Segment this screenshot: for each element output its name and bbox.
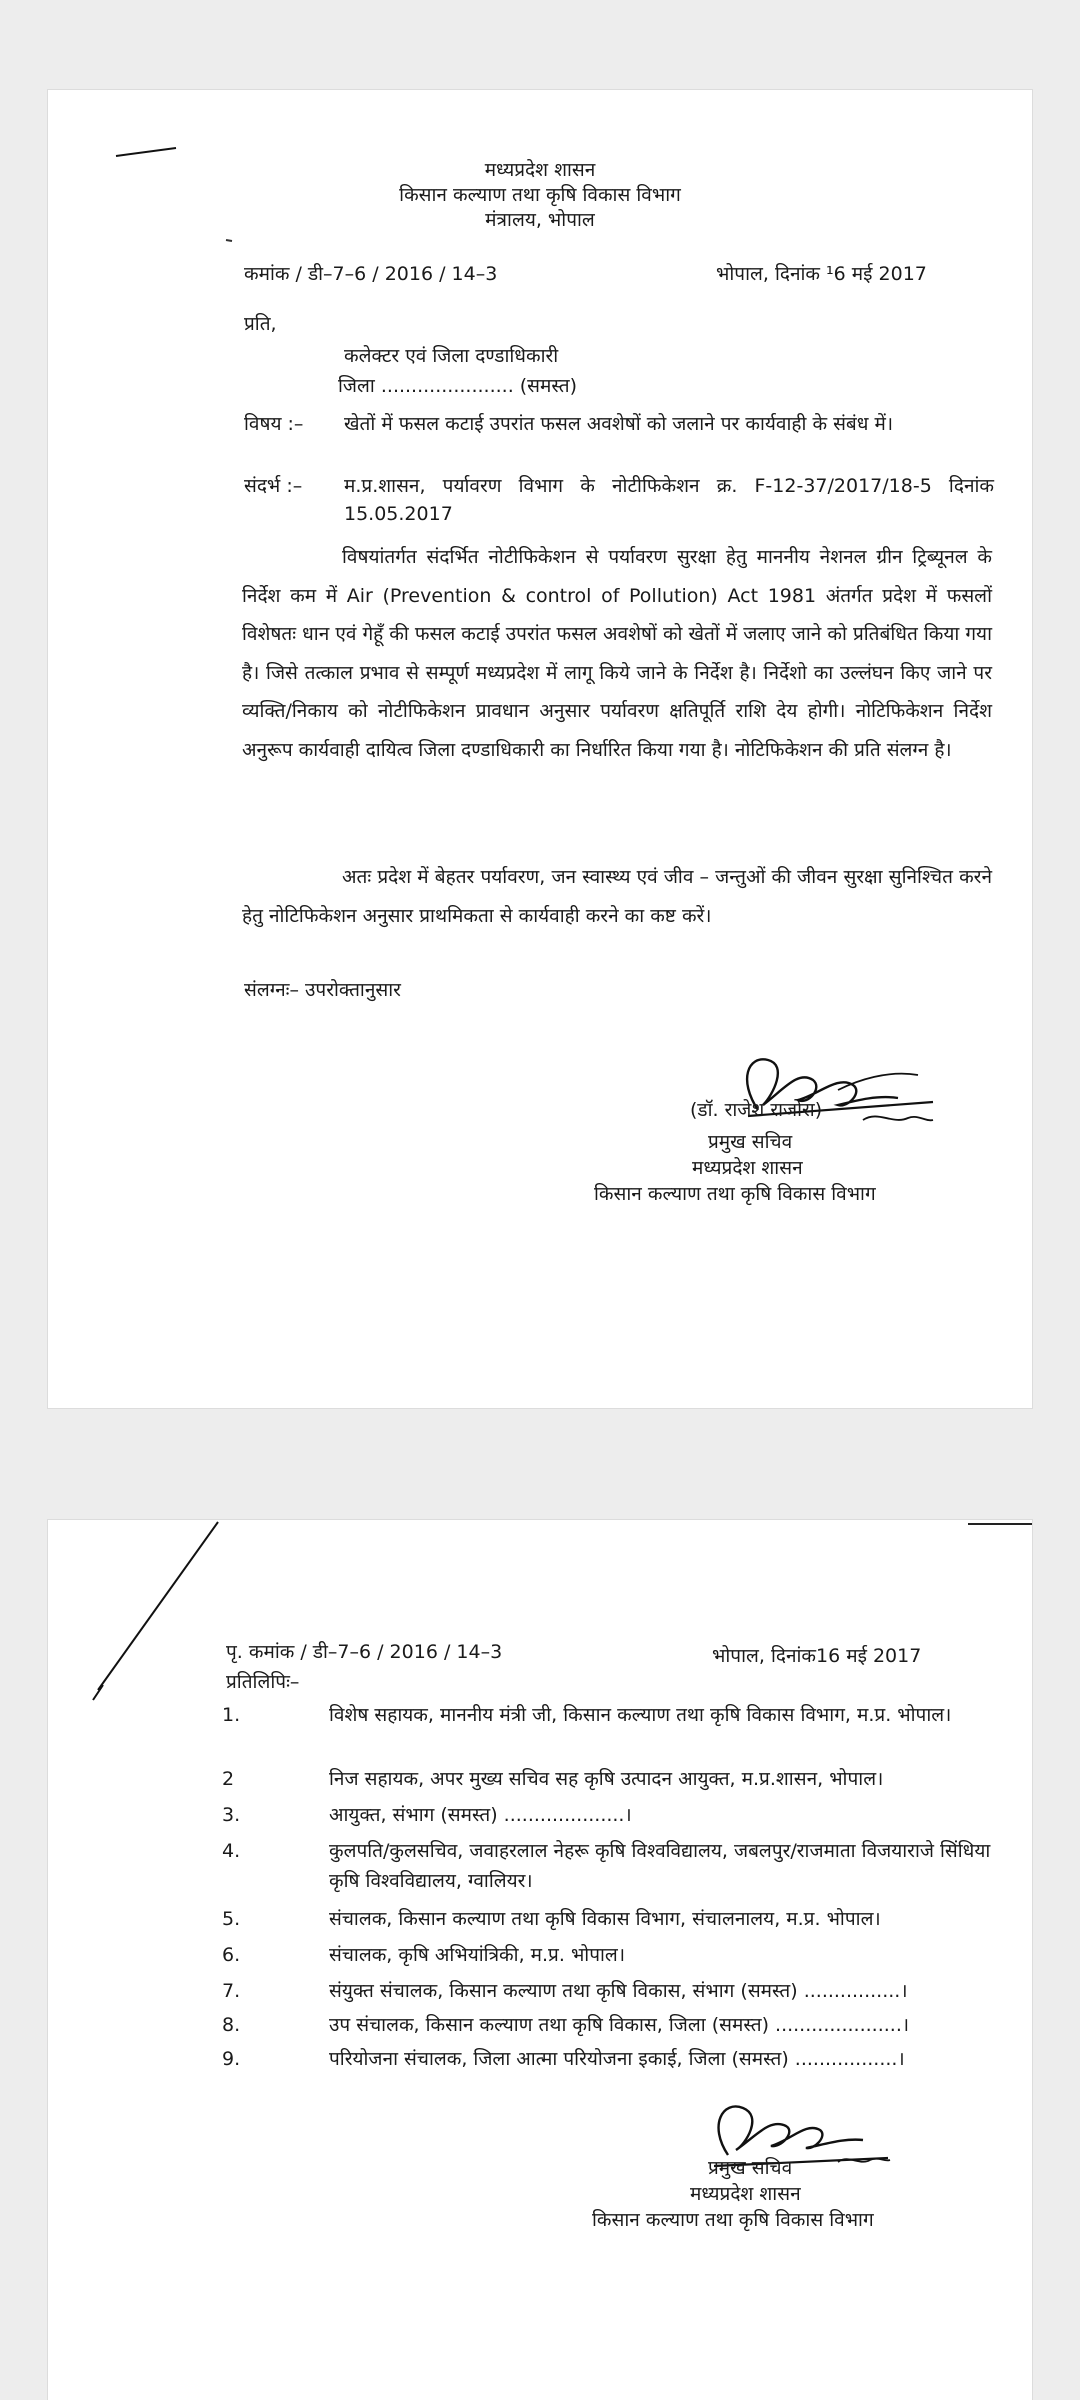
- cc-item-text: उप संचालक, किसान कल्याण तथा कृषि विकास, जिला (समस्त) .....................।: [329, 2014, 910, 2036]
- signer-title: प्रमुख सचिव: [708, 1131, 793, 1153]
- cc-item-number: 7.: [222, 1980, 241, 2002]
- subject-text: खेतों में फसल कटाई उपरांत फसल अवशेषों को जलाने पर कार्यवाही के संबंध में।: [344, 413, 894, 435]
- cc-item-text: परियोजना संचालक, जिला आत्मा परियोजना इकाई, जिला (समस्त) .................।: [329, 2048, 905, 2070]
- signer-org-1: मध्यप्रदेश शासन: [692, 1157, 803, 1179]
- signer-name: (डॉ. राजेश राजोरा): [690, 1099, 823, 1121]
- cc-item-number: 2: [222, 1768, 235, 1790]
- handwritten-signature: [688, 1050, 948, 1140]
- cc-item-text: विशेष सहायक, माननीय मंत्री जी, किसान कल्याण तथा कृषि विकास विभाग, म.प्र. भोपाल।: [329, 1704, 952, 1726]
- cc-item-number: 5.: [222, 1908, 241, 1930]
- cc-item-text: कुलपति/कुलसचिव, जवाहरलाल नेहरू कृषि विश्वविद्यालय, जबलपुर/राजमाता विजयाराजे सिंधिया कृषि विश्वविद्यालय, ग्वालियर।: [329, 1840, 991, 1892]
- copy-place-date: भोपाल, दिनांक16 मई 2017: [712, 1645, 922, 1667]
- copy-signer-org-2: किसान कल्याण तथा कृषि विकास विभाग: [592, 2209, 874, 2231]
- cc-item-text: आयुक्त, संभाग (समस्त) ....................।: [329, 1804, 632, 1826]
- subject-label: विषय :–: [244, 413, 304, 435]
- signer-org-2: किसान कल्याण तथा कृषि विकास विभाग: [594, 1183, 876, 1205]
- cc-item-text: निज सहायक, अपर मुख्य सचिव सह कृषि उत्पादन आयुक्त, म.प्र.शासन, भोपाल।: [329, 1768, 884, 1790]
- addressee-line-2: जिला ...................... (समस्त): [338, 375, 578, 397]
- cc-item-number: 6.: [222, 1944, 241, 1966]
- place-date: भोपाल, दिनांक ¹6 मई 2017: [716, 263, 927, 285]
- cc-item-text: संचालक, कृषि अभियांत्रिकी, म.प्र. भोपाल।: [329, 1944, 626, 1966]
- reference-text: म.प्र.शासन, पर्यावरण विभाग के नोटीफिकेशन क्र. F-12-37/2017/18-5 दिनांक 15.05.2017: [344, 475, 994, 525]
- cc-item-number: 3.: [222, 1804, 241, 1826]
- cc-item-number: 8.: [222, 2014, 241, 2036]
- header-line-1: मध्यप्रदेश शासन: [484, 159, 596, 181]
- enclosure-note: संलग्नः– उपरोक्तानुसार: [244, 979, 401, 1001]
- reference-number: कमांक / डी–7–6 / 2016 / 14–3: [244, 263, 498, 285]
- cc-item-text: संयुक्त संचालक, किसान कल्याण तथा कृषि विकास, संभाग (समस्त) ................।: [329, 1980, 908, 2002]
- letter-page: [48, 90, 1032, 1408]
- header-line-2: किसान कल्याण तथा कृषि विकास विभाग: [399, 184, 681, 206]
- copy-signer-org-1: मध्यप्रदेश शासन: [690, 2183, 801, 2205]
- cc-label: प्रतिलिपिः–: [226, 1671, 300, 1693]
- copy-signer-title: प्रमुख सचिव: [708, 2157, 793, 2179]
- addressee-line-1: कलेक्टर एवं जिला दण्डाधिकारी: [344, 345, 559, 367]
- cc-item-number: 4.: [222, 1840, 241, 1862]
- copy-page: [48, 1520, 1032, 2400]
- to-label: प्रति,: [244, 313, 277, 335]
- body-paragraph-1: विषयांतर्गत संदर्भित नोटीफिकेशन से पर्यावरण सुरक्षा हेतु माननीय नेशनल ग्रीन ट्रिब्यूनल के निर्देश कम में Air (Prevention & control of Pollution) Act 1981 अंतर्गत प्रदेश में फसलों विशेषतः धान एवं गेहूँ की फसल कटाई उपरांत फसल अवशेषों को खेतों में जलाए जाने को प्रतिबंधित किया गया है। जिसे तत्काल प्रभाव से सम्पूर्ण मध्यप्रदेश में लागू किये जाने के निर्देश है। निर्देशो का उल्लंघन किए जाने पर व्यक्ति/निकाय को नोटीफिकेशन प्रावधान अनुसार पर्यावरण क्षतिपूर्ति राशि देय होगी। नोटिफिकेशन निर्देश अनुरूप कार्यवाही दायित्व जिला दण्डाधिकारी का निर्धारित किया गया है। नोटिफिकेशन की प्रति संलग्न है।: [242, 546, 992, 761]
- pen-stroke: [68, 1520, 228, 1710]
- header-line-3: मंत्रालय, भोपाल: [485, 209, 595, 231]
- cc-item-number: 1.: [222, 1704, 241, 1726]
- body-paragraph-2: अतः प्रदेश में बेहतर पर्यावरण, जन स्वास्थ्य एवं जीव – जन्तुओं की जीवन सुरक्षा सुनिश्चित करने हेतु नोटिफिकेशन अनुसार प्राथमिकता से कार्यवाही करने का कष्ट करें।: [242, 866, 992, 927]
- cc-item-number: 9.: [222, 2048, 241, 2070]
- copy-reference-number: पृ. कमांक / डी–7–6 / 2016 / 14–3: [226, 1641, 503, 1663]
- reference-label: संदर्भ :–: [244, 475, 303, 497]
- cc-item-text: संचालक, किसान कल्याण तथा कृषि विकास विभाग, संचालनालय, म.प्र. भोपाल।: [329, 1908, 881, 1930]
- page-edge-mark: [968, 1522, 1032, 1528]
